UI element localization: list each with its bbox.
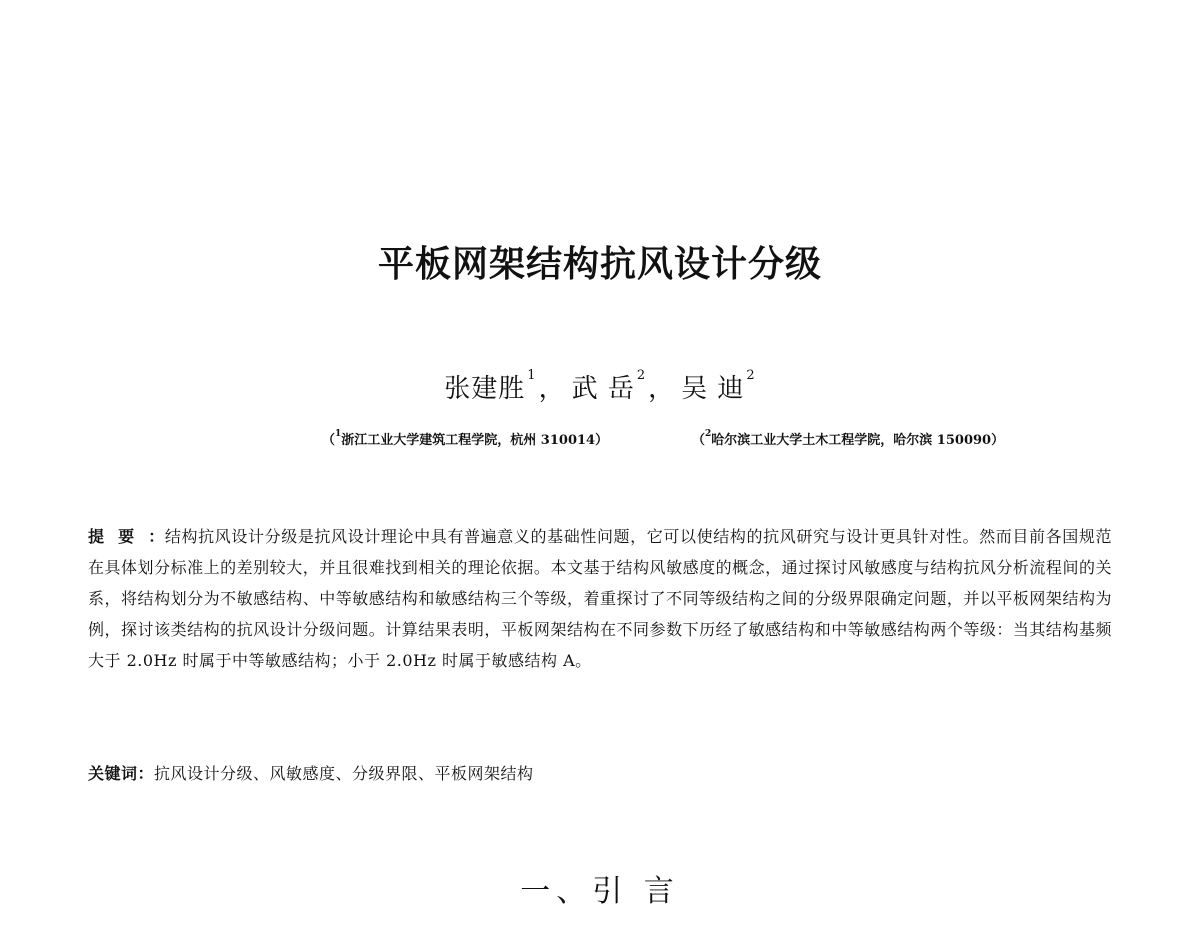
paper-title: 平板网架结构抗风设计分级	[377, 244, 822, 285]
author-separator: ，	[648, 374, 676, 404]
keywords-text: 抗风设计分级、风敏感度、分级界限、平板网架结构	[154, 764, 534, 783]
affiliation-text: 哈尔滨工业大学土木工程学院，哈尔滨 150090）	[711, 433, 1005, 448]
affiliation-open-paren: （	[692, 433, 706, 448]
affiliation-text: 浙江工业大学建筑工程学院，杭州 310014）	[341, 433, 609, 448]
keywords-label: 关键词：	[88, 764, 155, 783]
affiliation-2	[692, 429, 1004, 448]
author-name: 吴 迪	[681, 374, 745, 404]
affiliation-mark: 1	[335, 429, 342, 439]
abstract-colon: ：	[148, 527, 165, 546]
abstract-label: 提要	[88, 527, 149, 546]
affiliation-mark: 2	[636, 368, 647, 383]
affiliation-mark: 1	[527, 368, 537, 383]
section-heading-introduction: 一、引 言	[520, 874, 680, 909]
affiliation-mark: 2	[746, 368, 756, 383]
author-separator: ，	[538, 374, 566, 404]
affiliation-1	[322, 429, 608, 448]
abstract-text: 结构抗风设计分级是抗风设计理论中具有普遍意义的基础性问题，它可以使结构的抗风研究与设计更具针对性。然而目前各国规范在具体划分标准上的差别较大，并且很难找到相关的理论依据。本文基于结构风敏感度的概念，通过探讨风敏感度与结构抗风分析流程间的关系，将结构划分为不敏感结构、中等敏感结构和敏感结构三个等级，着重探讨了不同等级结构之间的分级界限确定问题，并以平板网架结构为例，探讨该类结构的抗风设计分级问题。计算结果表明，平板网架结构在不同参数下历经了敏感结构和中等敏感结构两个等级：当其结构基频大于 2.0Hz 时属于中等敏感结构；小于 2.0Hz 时属于敏感结构 A。	[88, 527, 1112, 670]
author-name: 武 岳	[571, 374, 635, 404]
affiliation-mark: 2	[705, 429, 712, 439]
author-name: 张建胜	[444, 374, 526, 404]
keywords	[88, 761, 534, 784]
author-list	[0, 368, 1200, 405]
abstract	[88, 521, 1112, 676]
affiliation-open-paren: （	[322, 433, 336, 448]
